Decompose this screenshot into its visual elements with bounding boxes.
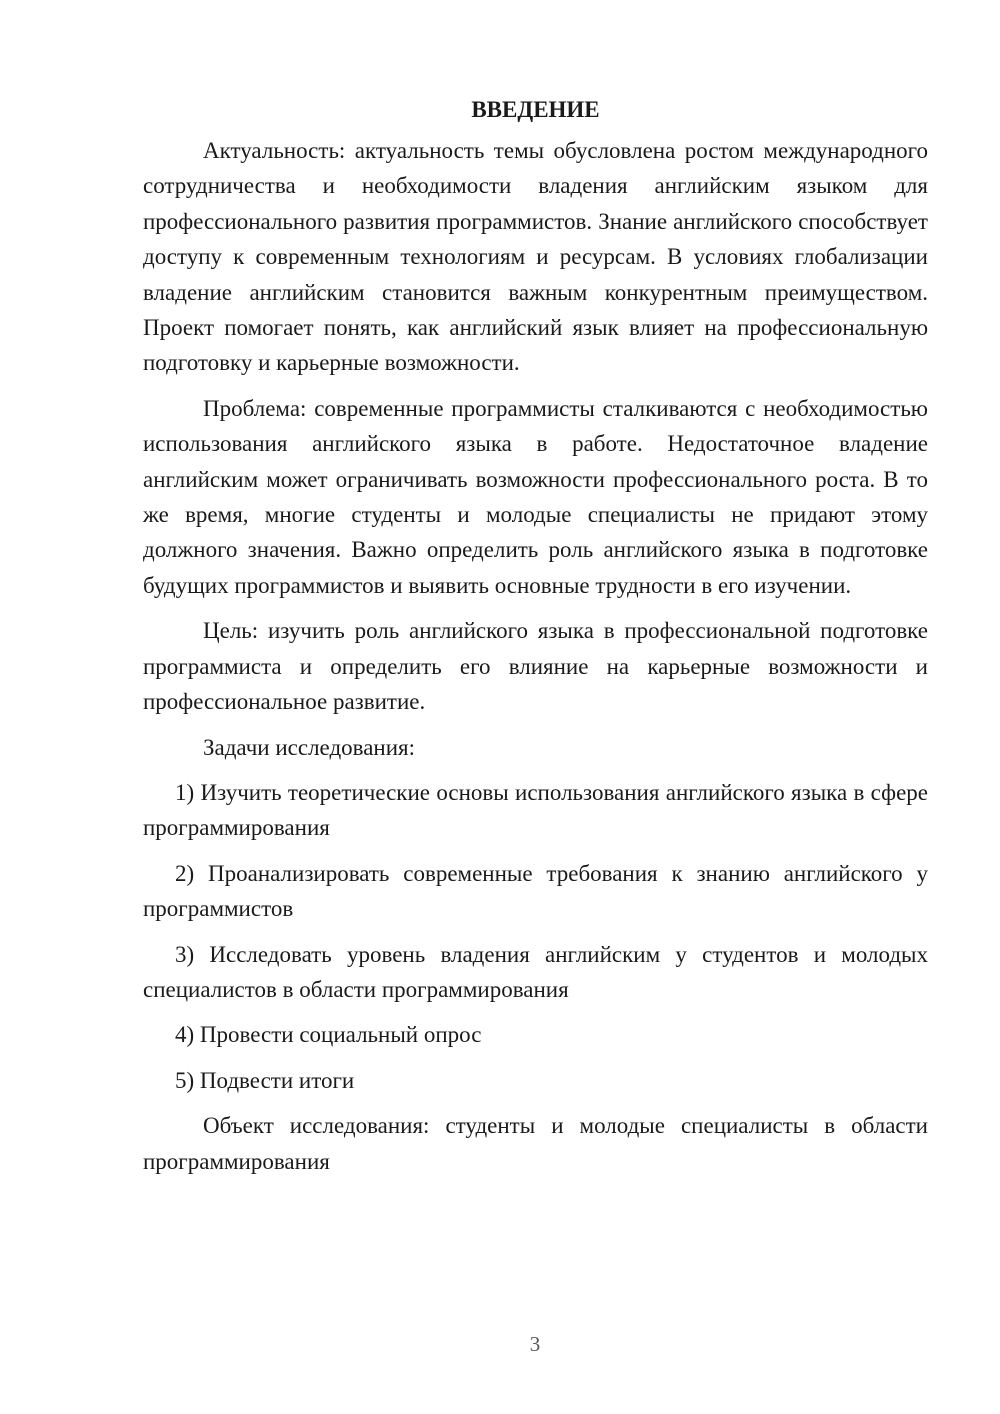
goal-paragraph: Цель: изучить роль английского языка в профессиональной подготовке программиста и определить его влияние на карьерные возможности и профессиональное развитие.: [143, 618, 928, 715]
list-item: 3) Исследовать уровень владения английским у студентов и молодых специалистов в области программирования: [143, 941, 928, 1002]
list-item: 2) Проанализировать современные требования к знанию английского у программистов: [143, 860, 928, 922]
document-body: [143, 92, 928, 1189]
tasks-heading: Задачи исследования:: [203, 734, 416, 760]
problem-paragraph: Проблема: современные программисты сталкиваются с необходимостью использования английского языка в работе. Недостаточное владение английским может ограничивать возможности профессионального роста. В то же время, многие студенты и молодые специалисты не придают этому должного значения. Важно определить роль английского языка в подготовке будущих программистов и выявить основные трудности в его изучении.: [143, 395, 928, 598]
relevance-paragraph: Актуальность: актуальность темы обусловлена ростом международного сотрудничества и необходимости владения английским языком для профессионального развития программистов. Знание английского способствует доступу к современным технологиям и ресурсам. В условиях глобализации владение английским становится важным конкурентным преимуществом. Проект помогает понять, как английский язык влияет на профессиональную подготовку и карьерные возможности.: [143, 138, 928, 376]
page-number: 3: [529, 1332, 541, 1356]
list-item: 4) Провести социальный опрос: [175, 1022, 482, 1048]
list-item: 1) Изучить теоретические основы использования английского языка в сфере программирования: [143, 779, 928, 841]
tasks-list: [143, 775, 928, 1098]
list-item: 5) Подвести итоги: [175, 1067, 355, 1093]
page-title: ВВЕДЕНИЕ: [471, 97, 600, 122]
object-paragraph: Объект исследования: студенты и молодые специалисты в области программирования: [143, 1113, 928, 1174]
